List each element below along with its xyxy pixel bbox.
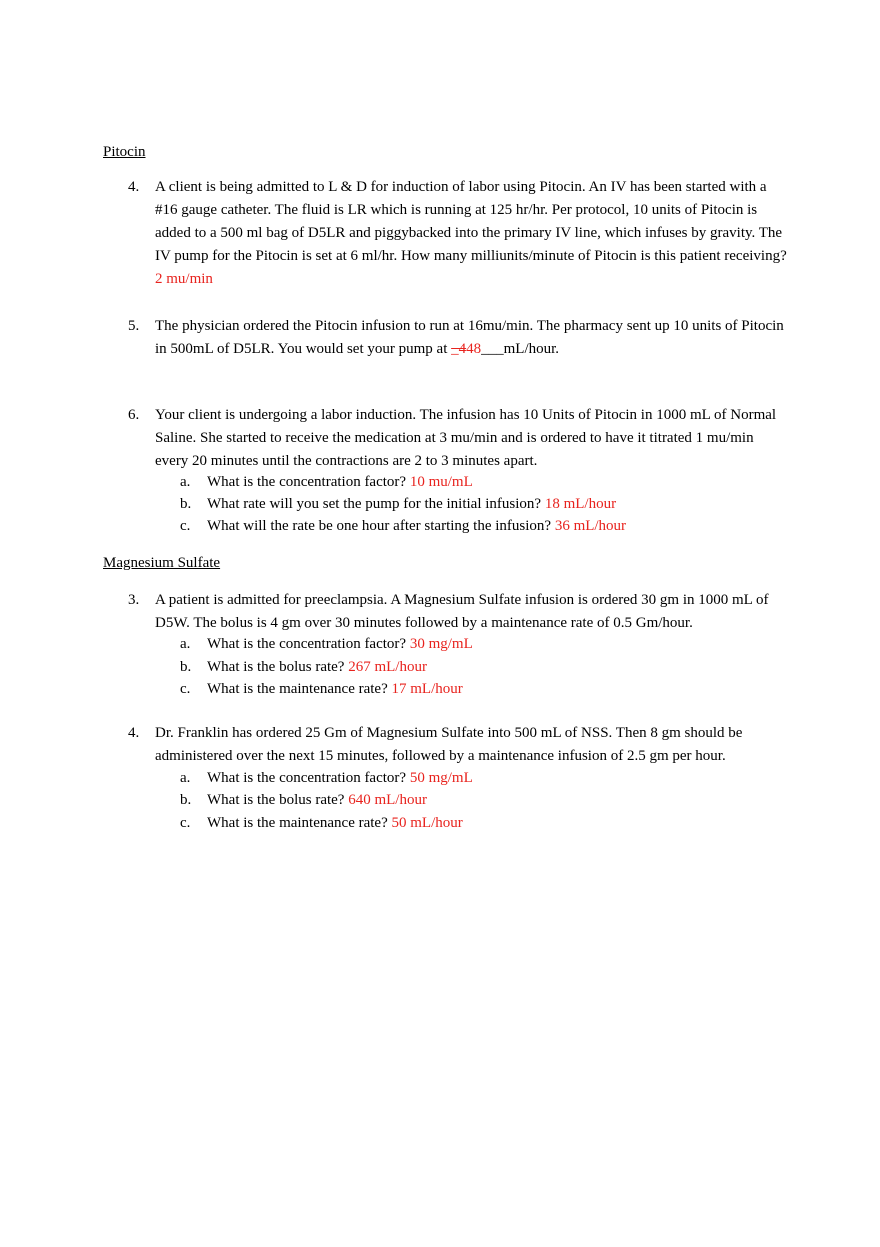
question-magnesium-3	[128, 589, 788, 635]
question-text: Dr. Franklin has ordered 25 Gm of Magnesium Sulfate into 500 mL of NSS. Then 8 gm should be administered over the next 15 minutes, followed by a maintenance infusion of 2.5 gm per hour.	[155, 725, 743, 764]
answer: 50 mL/hour	[391, 815, 463, 831]
question-text: Your client is undergoing a labor induction. The infusion has 10 Units of Pitocin in 1000 mL of Normal Saline. She started to receive the medication at 3 mu/min and is ordered to have it titrated 1 mu/min every 20 minutes until the contractions are 2 to 3 minutes apart.	[155, 407, 777, 469]
answer: 30 mg/mL	[409, 636, 473, 652]
sub-question: a. What is the concentration factor? 50 mg/mL	[180, 770, 473, 786]
question-number: 5.	[128, 318, 140, 334]
sub-question: c. What will the rate be one hour after starting the infusion? 36 mL/hour	[180, 518, 627, 534]
question-number: 4.	[128, 179, 140, 195]
section-heading-magnesium: Magnesium Sulfate	[103, 555, 221, 571]
answer: 640 mL/hour	[348, 792, 427, 808]
answer-suffix: ___mL/hour.	[481, 341, 560, 357]
question-magnesium-4	[128, 722, 788, 768]
sub-question: c. What is the maintenance rate? 17 mL/hour	[180, 681, 463, 697]
sub-question: b. What is the bolus rate? 640 mL/hour	[180, 792, 427, 808]
answer: 10 mu/mL	[409, 474, 473, 490]
answer: 17 mL/hour	[391, 681, 463, 697]
question-pitocin-6	[128, 404, 788, 473]
sub-question: b. What is the bolus rate? 267 mL/hour	[180, 659, 427, 675]
question-number: 3.	[128, 592, 140, 608]
question-pitocin-5	[128, 315, 788, 361]
question-pitocin-4	[128, 176, 788, 291]
question-text: A patient is admitted for preeclampsia. A Magnesium Sulfate infusion is ordered 30 gm in 1000 mL of D5W. The bolus is 4 gm over 30 minutes followed by a maintenance rate of 0.5 Gm/hour.	[155, 592, 769, 631]
question-number: 6.	[128, 407, 140, 423]
answer: 267 mL/hour	[348, 659, 427, 675]
question-text: The physician ordered the Pitocin infusion to run at 16mu/min. The pharmacy sent up 10 units of Pitocin in 500mL of D5LR. You would set your pump at _448___mL/hour.	[155, 318, 784, 357]
sub-question: a. What is the concentration factor? 30 mg/mL	[180, 636, 473, 652]
answer: 36 mL/hour	[554, 518, 627, 534]
question-number: 4.	[128, 725, 140, 741]
sub-question: a. What is the concentration factor? 10 mu/mL	[180, 474, 473, 490]
sub-question: b. What rate will you set the pump for the initial infusion? 18 mL/hour	[180, 496, 617, 512]
answer: 18 mL/hour	[544, 496, 617, 512]
sub-question: c. What is the maintenance rate? 50 mL/hour	[180, 815, 463, 831]
section-heading-pitocin: Pitocin	[103, 144, 146, 160]
answer-struck: _4	[451, 341, 467, 357]
question-text: A client is being admitted to L & D for induction of labor using Pitocin. An IV has been started with a #16 gauge catheter. The fluid is LR which is running at 125 hr/hr. Per protocol, 10 units of Pitocin is added to a 500 ml bag of D5LR and piggybacked into the primary IV line, which infuses by gravity. The IV pump for the Pitocin is set at 6 ml/hr. How many milliunits/minute of Pitocin is this patient receiving? 2 mu/min	[155, 179, 787, 287]
answer: 50 mg/mL	[409, 770, 473, 786]
answer: 2 mu/min	[155, 271, 213, 287]
answer: 48	[466, 341, 482, 357]
